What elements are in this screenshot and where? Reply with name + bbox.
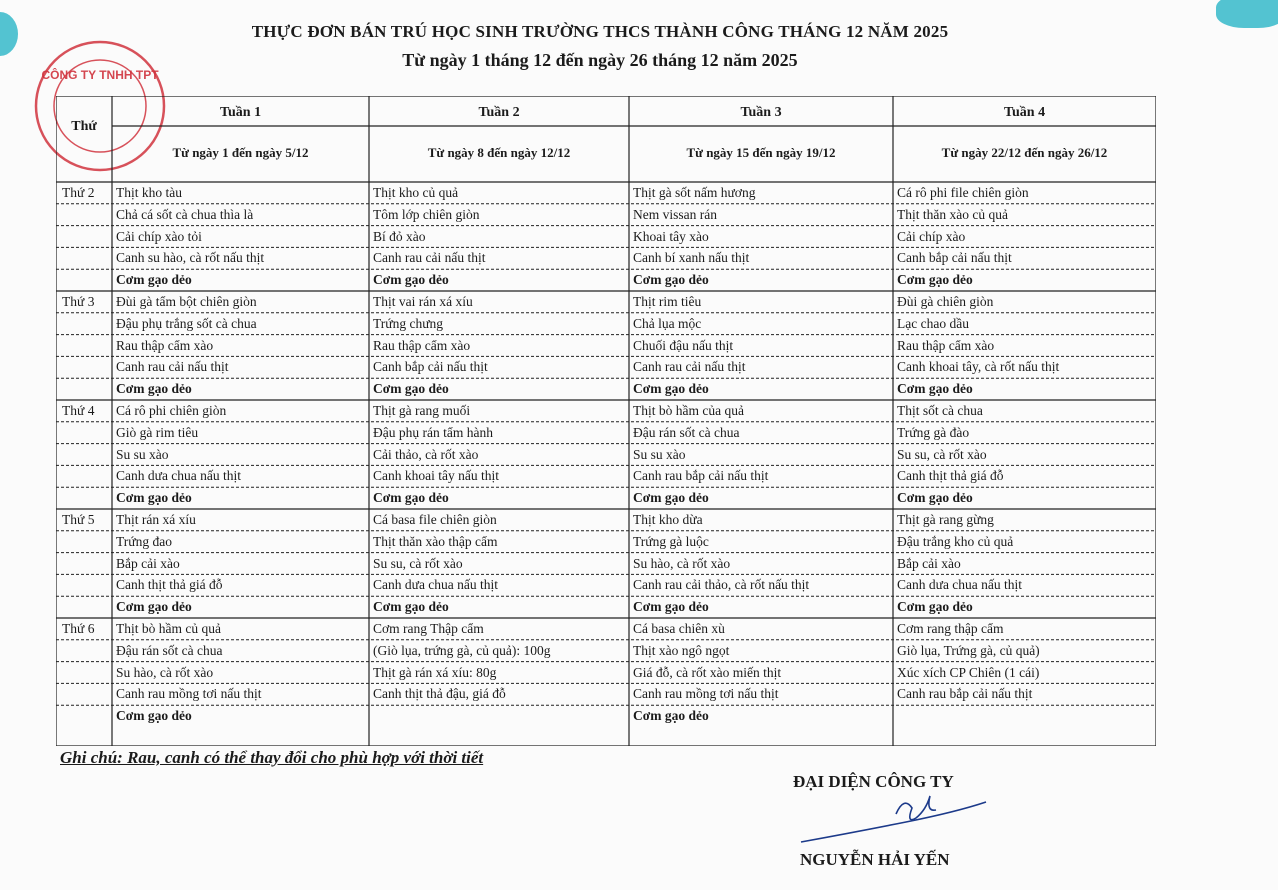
note-text: Ghi chú: Rau, canh có thể thay đổi cho phù hợp với thời tiết <box>60 748 484 767</box>
menu-item: Thịt gà sốt nấm hương <box>633 185 756 200</box>
menu-item: Bí đỏ xào <box>373 228 426 244</box>
menu-item: Canh khoai tây, cà rốt nấu thịt <box>897 359 1060 375</box>
menu-item: Bắp cải xào <box>116 555 180 571</box>
menu-item: Cá rô phi file chiên giòn <box>897 185 1029 200</box>
menu-item: Canh rau bắp cải nấu thịt <box>897 686 1033 702</box>
day-column-header: Thứ <box>71 119 97 134</box>
menu-item: Cơm gạo dẻo <box>373 381 449 397</box>
menu-item: Khoai tây xào <box>633 228 709 244</box>
menu-item: Thịt bò hầm của quả <box>633 403 744 418</box>
menu-item: Canh thịt thả đậu, giá đỗ <box>373 686 506 702</box>
menu-item: Cải chíp xào <box>897 228 966 244</box>
menu-item: Cơm gạo dẻo <box>897 381 973 397</box>
menu-item: Canh dưa chua nấu thịt <box>897 577 1023 593</box>
week-date-range: Từ ngày 1 đến ngày 5/12 <box>172 145 309 160</box>
menu-item: Trứng chưng <box>373 315 444 331</box>
menu-item: Thịt bò hầm củ quả <box>116 621 221 636</box>
stamp-text: CÔNG TY TNHH TPT <box>41 68 159 82</box>
menu-item: Cơm gạo dẻo <box>633 381 709 397</box>
menu-item: Tôm lớp chiên giòn <box>373 206 480 222</box>
week-date-range: Từ ngày 8 đến ngày 12/12 <box>427 145 571 160</box>
day-label: Thứ 5 <box>62 512 95 527</box>
menu-item: Canh su hào, cà rốt nấu thịt <box>116 250 265 266</box>
menu-item: Cơm gạo dẻo <box>373 599 449 615</box>
menu-item: Canh rau cải nấu thịt <box>373 250 486 266</box>
menu-item: Su hào, cà rốt xào <box>633 555 731 571</box>
menu-item: Rau thập cẩm xào <box>897 337 995 353</box>
menu-item: Chuối đậu nấu thịt <box>633 337 734 353</box>
menu-item: Su su, cà rốt xào <box>897 446 987 462</box>
menu-item: Cơm rang Thập cẩm <box>373 621 484 636</box>
menu-item: Canh rau mồng tơi nấu thịt <box>633 686 779 702</box>
menu-item: Canh rau cải thảo, cà rốt nấu thịt <box>633 577 810 593</box>
menu-item: Thịt rim tiêu <box>633 294 702 309</box>
menu-item: Chả lụa mộc <box>633 315 702 331</box>
menu-item: Canh bí xanh nấu thịt <box>633 250 750 266</box>
menu-item: Cơm gạo dẻo <box>116 272 192 288</box>
signer-name: NGUYỄN HẢI YẾN <box>800 850 950 869</box>
menu-item: Chả cá sốt cà chua thìa là <box>116 206 254 222</box>
menu-item: Đậu rán sốt cà chua <box>633 424 740 440</box>
menu-item: Thịt gà rán xá xíu: 80g <box>373 664 497 680</box>
menu-item: Cơm gạo dẻo <box>373 272 449 288</box>
menu-item: Cá basa chiên xù <box>633 621 725 636</box>
menu-item: Canh dưa chua nấu thịt <box>116 468 242 484</box>
menu-item: Thịt kho tàu <box>116 185 182 200</box>
menu-item: Cá rô phi chiên giòn <box>116 403 227 418</box>
menu-item: Đậu phụ rán tẩm hành <box>373 424 493 440</box>
day-label: Thứ 3 <box>62 294 95 309</box>
menu-item: Nem vissan rán <box>633 206 717 222</box>
day-label: Thứ 4 <box>62 403 95 418</box>
week-date-range: Từ ngày 15 đến ngày 19/12 <box>686 145 836 160</box>
menu-item: Thịt sốt cà chua <box>897 403 983 418</box>
week-date-range: Từ ngày 22/12 đến ngày 26/12 <box>941 145 1108 160</box>
menu-item: Thịt gà rang muối <box>373 403 471 418</box>
menu-item: Cơm gạo dẻo <box>116 708 192 724</box>
menu-item: Cơm gạo dẻo <box>116 381 192 397</box>
menu-table <box>56 96 1156 746</box>
menu-item: Cơm gạo dẻo <box>633 708 709 724</box>
menu-item: Cơm gạo dẻo <box>633 599 709 615</box>
pin-top-right <box>1216 0 1278 28</box>
menu-item: Cơm rang thập cẩm <box>897 621 1004 636</box>
menu-item: Cá basa file chiên giòn <box>373 512 497 527</box>
menu-item: Thịt thăn xào củ quả <box>897 206 1008 222</box>
menu-item: Giò gà rim tiêu <box>116 424 199 440</box>
menu-item: Cải thảo, cà rốt xào <box>373 446 479 462</box>
menu-item: Thịt vai rán xá xíu <box>373 294 473 309</box>
menu-item: Giò lụa, Trứng gà, củ quả) <box>897 642 1040 658</box>
week-header: Tuần 4 <box>1003 105 1046 120</box>
menu-item: Đậu trắng kho củ quả <box>897 533 1014 549</box>
menu-item: (Giò lụa, trứng gà, củ quả): 100g <box>373 642 551 658</box>
menu-item: Canh rau bắp cải nấu thịt <box>633 468 769 484</box>
menu-item: Canh thịt thả giá đỗ <box>897 468 1004 484</box>
menu-item: Canh bắp cải nấu thịt <box>897 250 1012 266</box>
menu-item: Canh rau cải nấu thịt <box>116 359 229 375</box>
menu-item: Thịt kho dừa <box>633 512 703 527</box>
menu-item: Su su, cà rốt xào <box>373 555 463 571</box>
menu-item: Trứng đao <box>116 533 172 549</box>
menu-item: Thịt xào ngô ngọt <box>633 642 730 658</box>
week-header: Tuần 1 <box>219 105 262 120</box>
menu-item: Đậu rán sốt cà chua <box>116 642 223 658</box>
menu-date-range: Từ ngày 1 tháng 12 đến ngày 26 tháng 12 năm 2025 <box>402 50 798 70</box>
menu-item: Đùi gà tẩm bột chiên giòn <box>116 294 257 309</box>
menu-item: Cơm gạo dẻo <box>897 490 973 506</box>
menu-item: Cơm gạo dẻo <box>897 599 973 615</box>
menu-item: Giá đỗ, cà rốt xào miến thịt <box>633 664 782 680</box>
menu-item: Trứng gà luộc <box>633 533 709 549</box>
menu-title: THỰC ĐƠN BÁN TRÚ HỌC SINH TRƯỜNG THCS THÀNH CÔNG THÁNG 12 NĂM 2025 <box>251 22 949 41</box>
menu-item: Thịt kho củ quả <box>373 185 459 200</box>
menu-item: Rau thập cẩm xào <box>116 337 214 353</box>
menu-item: Canh thịt thả giá đỗ <box>116 577 223 593</box>
menu-item: Xúc xích CP Chiên (1 cái) <box>897 664 1040 680</box>
menu-item: Đùi gà chiên giòn <box>897 294 994 309</box>
menu-item: Thịt thăn xào thập cẩm <box>373 533 498 549</box>
week-header: Tuần 3 <box>740 105 782 120</box>
signature <box>796 792 996 848</box>
menu-item: Trứng gà đào <box>897 424 970 440</box>
menu-item: Canh khoai tây nấu thịt <box>373 468 499 484</box>
menu-item: Canh rau mồng tơi nấu thịt <box>116 686 262 702</box>
menu-item: Đậu phụ trắng sốt cà chua <box>116 315 257 331</box>
menu-item: Cơm gạo dẻo <box>633 272 709 288</box>
menu-item: Cơm gạo dẻo <box>116 490 192 506</box>
day-label: Thứ 2 <box>62 185 95 200</box>
menu-item: Rau thập cẩm xào <box>373 337 471 353</box>
menu-item: Canh rau cải nấu thịt <box>633 359 746 375</box>
menu-item: Cải chíp xào tỏi <box>116 228 202 244</box>
menu-item: Su hào, cà rốt xào <box>116 664 214 680</box>
menu-item: Canh dưa chua nấu thịt <box>373 577 499 593</box>
menu-item: Cơm gạo dẻo <box>373 490 449 506</box>
representative-label: ĐẠI DIỆN CÔNG TY <box>793 772 954 791</box>
menu-item: Canh bắp cải nấu thịt <box>373 359 488 375</box>
menu-item: Thịt gà rang gừng <box>897 512 994 527</box>
menu-item: Cơm gạo dẻo <box>633 490 709 506</box>
week-header: Tuần 2 <box>478 105 520 120</box>
menu-item: Cơm gạo dẻo <box>897 272 973 288</box>
menu-item: Thịt rán xá xíu <box>116 512 196 527</box>
menu-item: Su su xào <box>116 446 169 462</box>
menu-item: Lạc chao dầu <box>897 315 969 331</box>
menu-item: Su su xào <box>633 446 686 462</box>
menu-item: Cơm gạo dẻo <box>116 599 192 615</box>
menu-item: Bắp cải xào <box>897 555 961 571</box>
day-label: Thứ 6 <box>62 621 95 636</box>
